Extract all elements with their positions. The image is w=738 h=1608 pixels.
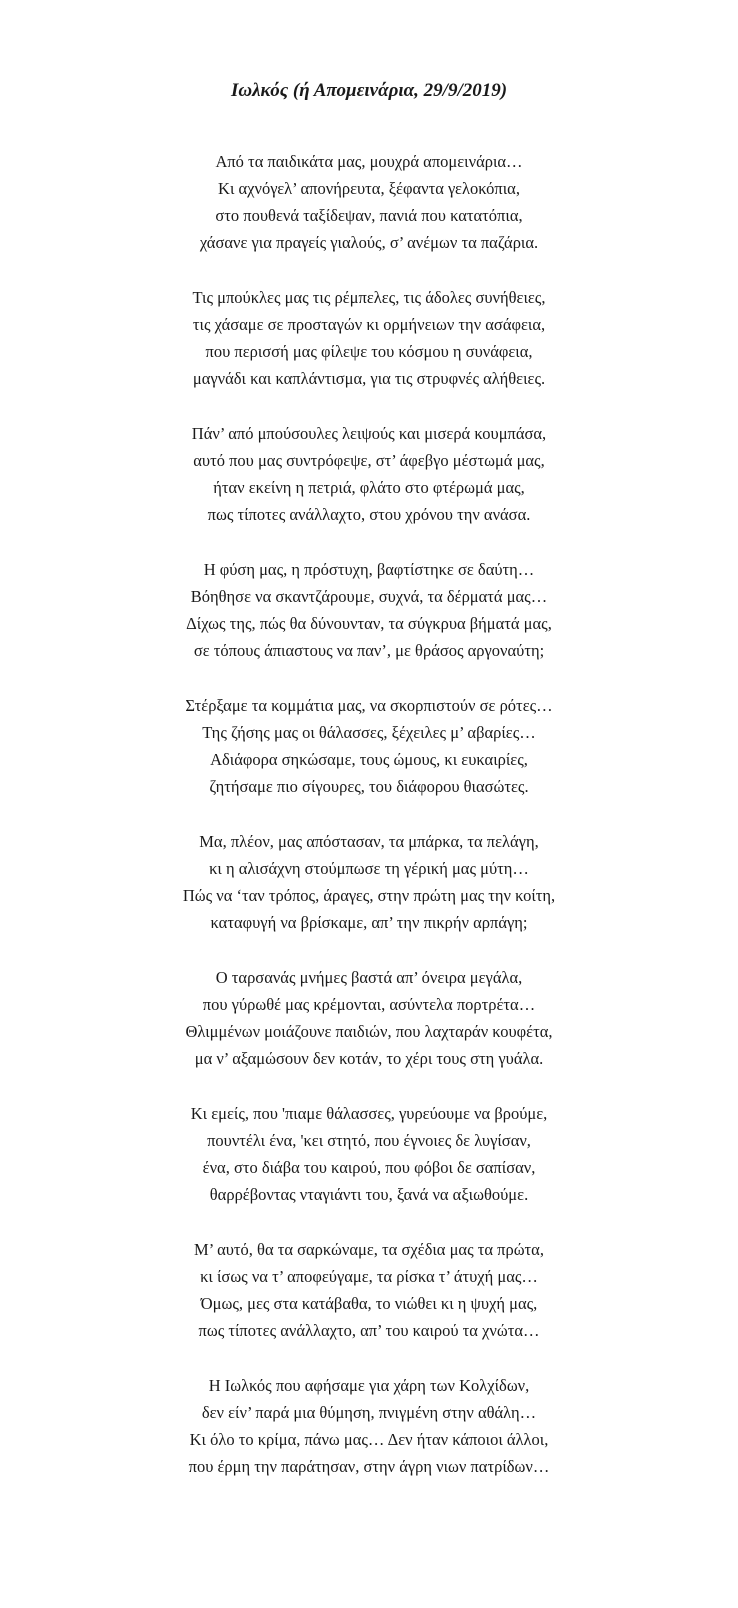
verse-line: ζητήσαμε πιο σίγουρες, του διάφορου θιασώτες. <box>209 777 529 796</box>
poem-body <box>0 148 738 1508</box>
stanza-3 <box>0 420 738 528</box>
verse-line: Όμως, μες στα κατάβαθα, το νιώθει κι η ψυχή μας, <box>200 1294 538 1313</box>
verse-line: που έρμη την παράτησαν, στην άγρη νιων πατρίδων… <box>188 1457 550 1476</box>
stanza-2 <box>0 284 738 392</box>
stanza-1 <box>0 148 738 256</box>
verse-line: μαγνάδι και καπλάντισμα, για τις στρυφνές αλήθειες. <box>192 369 546 388</box>
verse-line: τις χάσαμε σε προσταγών κι ορμήνειων την ασάφεια, <box>192 315 546 334</box>
verse-line: Κι αχνόγελ’ απονήρευτα, ξέφαντα γελοκόπια, <box>218 179 520 198</box>
verse-line: αυτό που μας συντρόφεψε, στ’ άφεβγο μέστωμά μας, <box>193 451 545 470</box>
verse-line: ένα, στο διάβα του καιρού, που φόβοι δε σαπίσαν, <box>202 1158 536 1177</box>
verse-line: πουντέλι ένα, 'κει στητό, που έγνοιες δε λυγίσαν, <box>207 1131 531 1150</box>
verse-line: που γύρωθέ μας κρέμονται, ασύντελα πορτρέτα… <box>202 995 536 1014</box>
verse-line: Βόηθησε να σκαντζάρουμε, συχνά, τα δέρματά μας… <box>190 587 548 606</box>
verse-line: Πάν’ από μπούσουλες λειψούς και μισερά κουμπάσα, <box>191 424 547 443</box>
verse-line: Θλιμμένων μοιάζουνε παιδιών, που λαχταράν κουφέτα, <box>185 1022 553 1041</box>
verse-line: σε τόπους άπιαστους να παν’, με θράσος αργοναύτη; <box>193 641 545 660</box>
verse-line: που περισσή μας φίλεψε του κόσμου η συνάφεια, <box>205 342 533 361</box>
verse-line: Τις μπούκλες μας τις ρέμπελες, τις άδολες συνήθειες, <box>192 288 546 307</box>
verse-line: καταφυγή να βρίσκαμε, απ’ την πικρήν αρπάγη; <box>210 913 528 932</box>
stanza-9 <box>0 1236 738 1344</box>
poem-title: Ιωλκός (ή Απομεινάρια, 29/9/2019) <box>230 80 508 101</box>
verse-line: Ο ταρσανάς μνήμες βαστά απ’ όνειρα μεγάλα, <box>215 968 523 987</box>
stanza-5 <box>0 692 738 800</box>
verse-line: Κι εμείς, που 'πιαμε θάλασσες, γυρεύουμε να βρούμε, <box>190 1104 548 1123</box>
stanza-10 <box>0 1372 738 1480</box>
verse-line: Αδιάφορα σηκώσαμε, τους ώμους, κι ευκαιρίες, <box>210 750 528 769</box>
verse-line: μα ν’ αξαμώσουν δεν κοτάν, το χέρι τους στη γυάλα. <box>194 1049 544 1068</box>
verse-line: δεν είν’ παρά μια θύμηση, πνιγμένη στην αθάλη… <box>201 1403 537 1422</box>
stanza-6 <box>0 828 738 936</box>
verse-line: χάσανε για πραγείς γιαλούς, σ’ ανέμων τα παζάρια. <box>199 233 539 252</box>
verse-line: Δίχως της, πώς θα δύνουνταν, τα σύγκρυα βήματά μας, <box>186 614 552 633</box>
verse-line: στο πουθενά ταξίδεψαν, πανιά που κατατόπια, <box>215 206 523 225</box>
verse-line: Από τα παιδικάτα μας, μουχρά απομεινάρια… <box>215 152 523 171</box>
verse-line: Η φύση μας, η πρόστυχη, βαφτίστηκε σε δαύτη… <box>203 560 535 579</box>
verse-line: Πώς να ‘ταν τρόπος, άραγες, στην πρώτη μας την κοίτη, <box>182 886 556 905</box>
verse-line: θαρρέβοντας νταγιάντι του, ξανά να αξιωθούμε. <box>209 1185 529 1204</box>
stanza-8 <box>0 1100 738 1208</box>
verse-line: Μα, πλέον, μας απόστασαν, τα μπάρκα, τα πελάγη, <box>199 832 539 851</box>
verse-line: κι η αλισάχνη στούμπωσε τη γέρική μας μύτη… <box>209 859 529 878</box>
verse-line: Κι όλο το κρίμα, πάνω μας… Δεν ήταν κάποιοι άλλοι, <box>189 1430 549 1449</box>
verse-line: ήταν εκείνη η πετριά, φλάτο στο φτέρωμά μας, <box>213 478 525 497</box>
stanza-7 <box>0 964 738 1072</box>
verse-line: Της ζήσης μας οι θάλασσες, ξέχειλες μ’ αβαρίες… <box>202 723 536 742</box>
verse-line: πως τίποτες ανάλλαχτο, στου χρόνου την ανάσα. <box>207 505 531 524</box>
verse-line: πως τίποτες ανάλλαχτο, απ’ του καιρού τα χνώτα… <box>198 1321 540 1340</box>
stanza-4 <box>0 556 738 664</box>
verse-line: Μ’ αυτό, θα τα σαρκώναμε, τα σχέδια μας τα πρώτα, <box>194 1240 544 1259</box>
verse-line: κι ίσως να τ’ αποφεύγαμε, τα ρίσκα τ’ άτυχή μας… <box>200 1267 538 1286</box>
verse-line: Η Ιωλκός που αφήσαμε για χάρη των Κολχίδων, <box>208 1376 530 1395</box>
verse-line: Στέρξαμε τα κομμάτια μας, να σκορπιστούν σε ρότες… <box>185 696 553 715</box>
